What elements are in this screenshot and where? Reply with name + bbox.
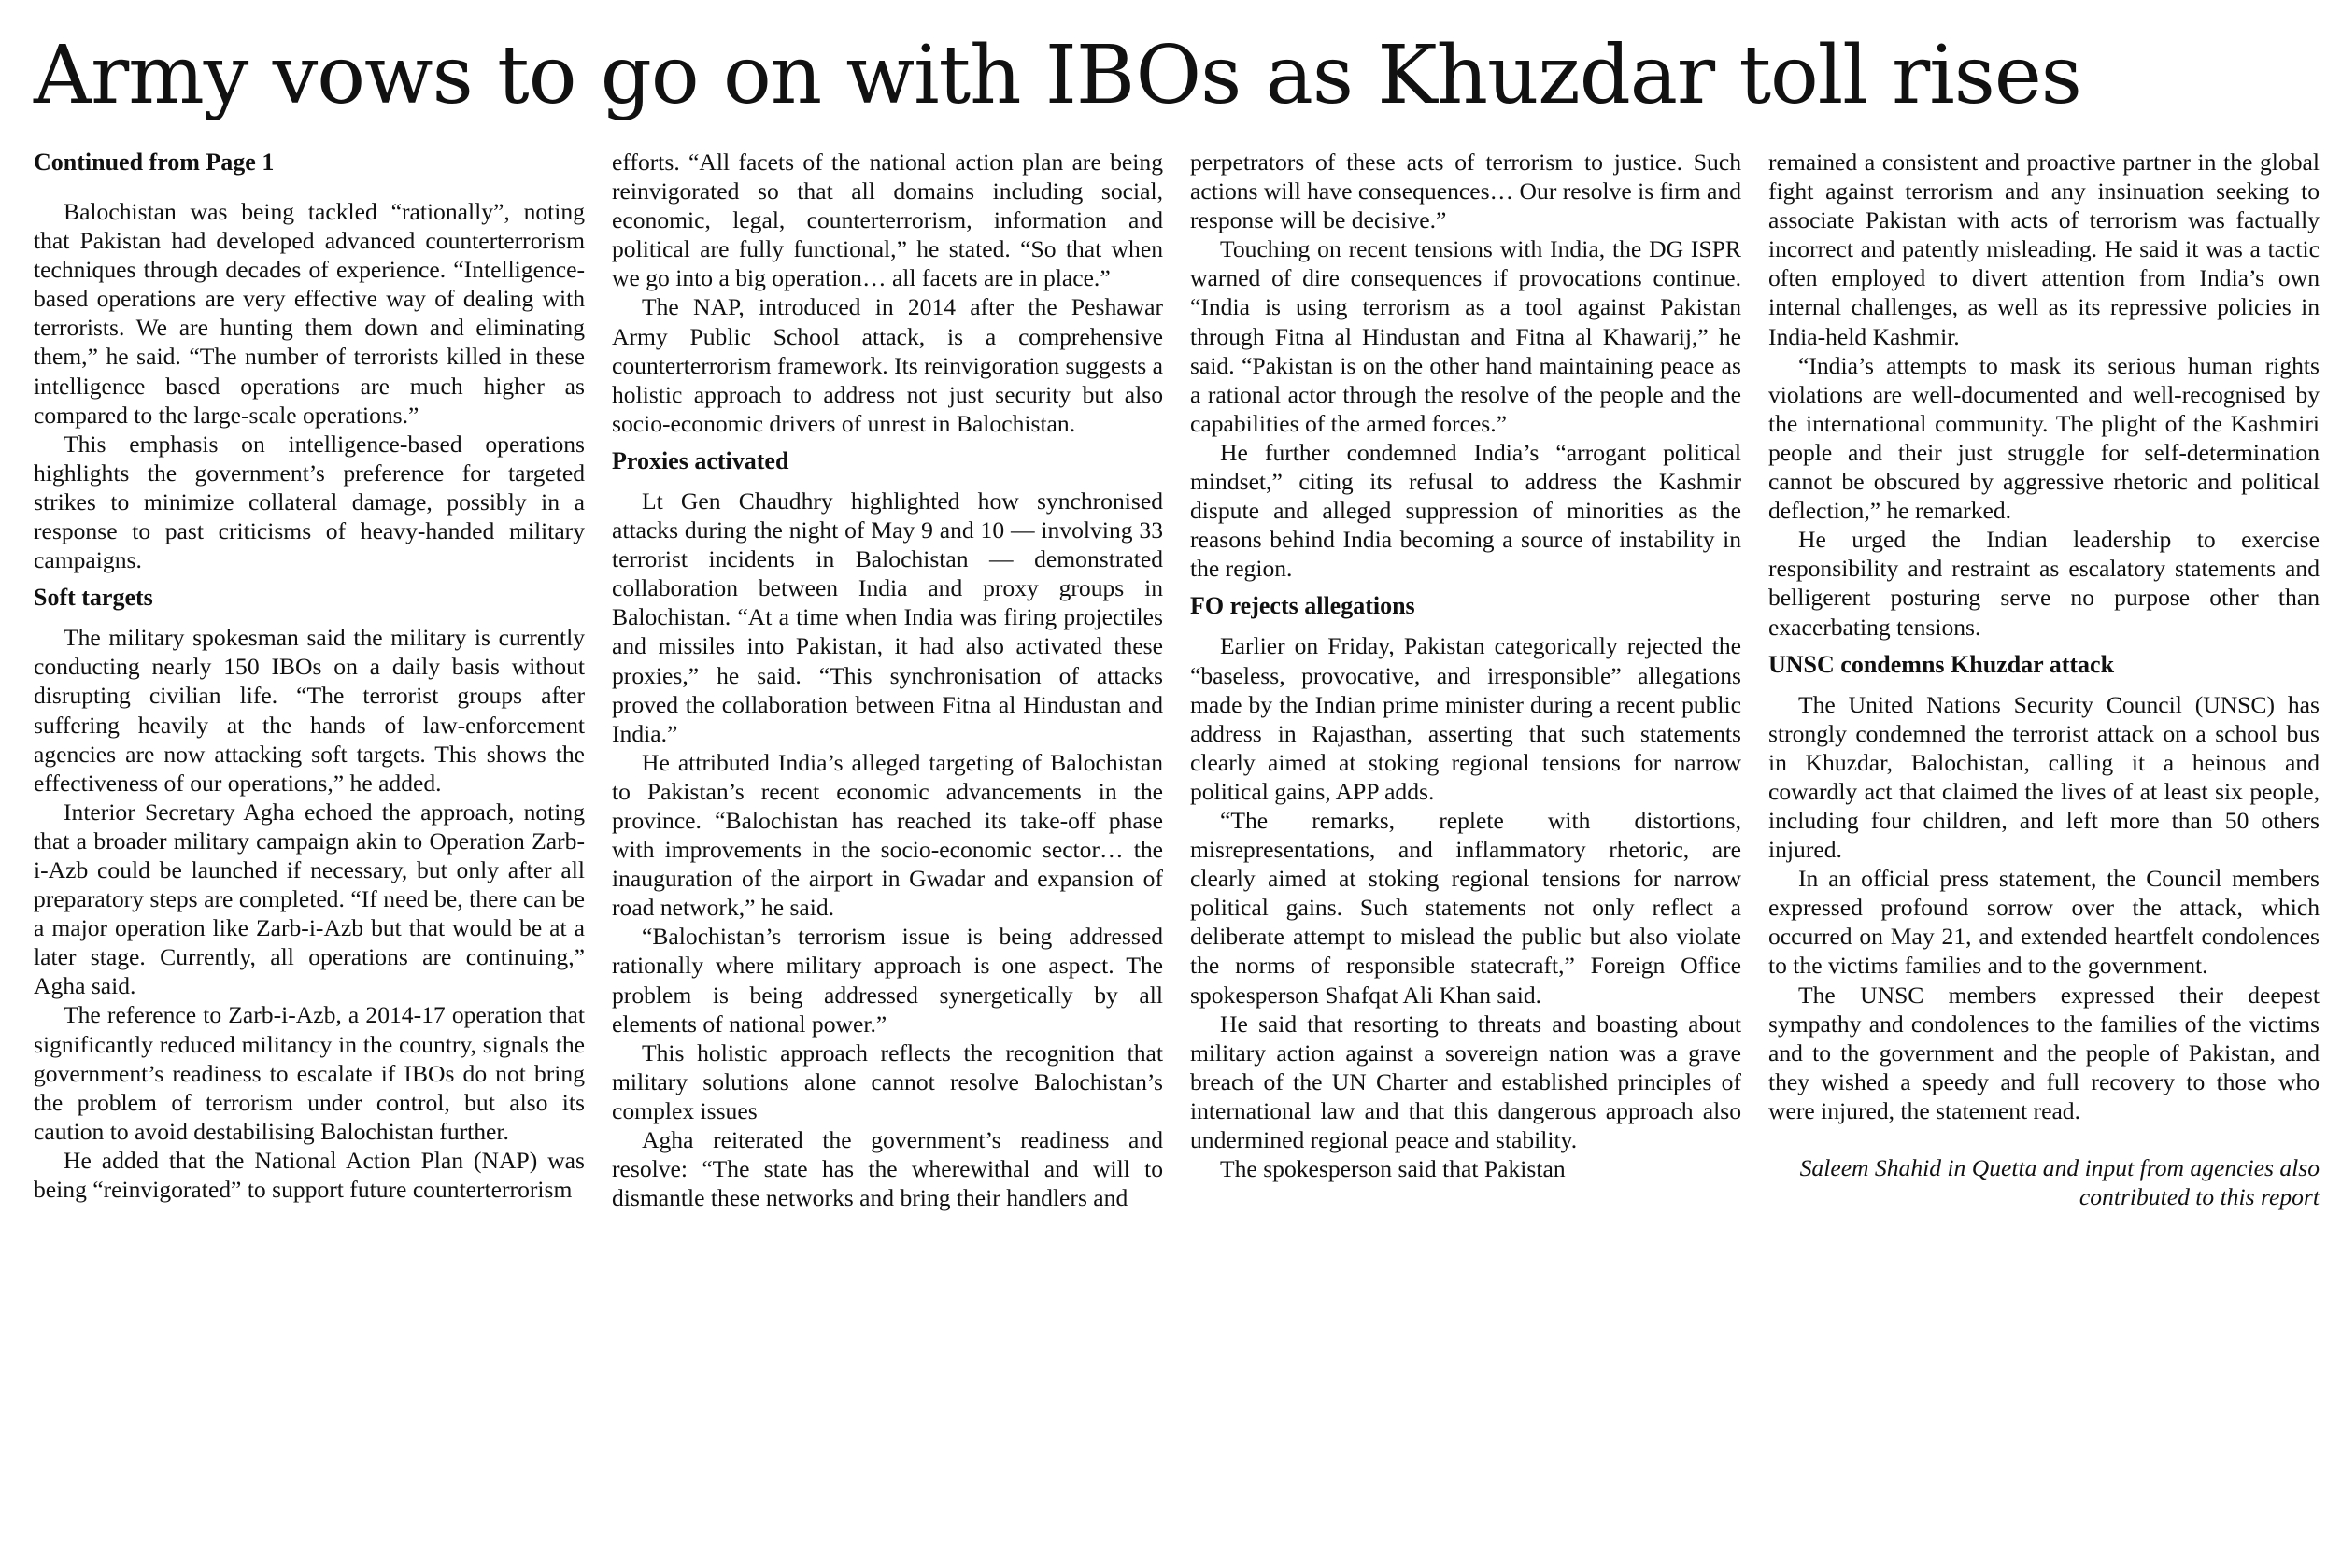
section-subhead: FO rejects allegations: [1190, 592, 1415, 620]
article-paragraph: “The remarks, replete with distortions, misrepresentations, and inflammatory rhetoric, are clearly aimed at stoking regional tensions for narrow political gains. Such statements not only reflect a deliberate attempt to mislead the public but also violate the norms of responsible statecraft,” Foreign Office spokesperson Shafqat Ali Khan said.: [1190, 806, 1741, 1009]
article-paragraph: The reference to Zarb-i-Azb, a 2014-17 operation that significantly reduced militancy in the country, signals the government’s readiness to escalate if IBOs do not bring the problem of terrorism under control, but also its caution to avoid destabilising Balochistan further.: [34, 1001, 585, 1145]
article-paragraph: efforts. “All facets of the national action plan are being reinvigorated so that all domains including social, economic, legal, counterterrorism, information and political are fully functional,” he stated. “So that when we go into a big operation… all facets are in place.”: [612, 148, 1163, 292]
section-subhead: Proxies activated: [612, 446, 789, 474]
article-paragraph: Interior Secretary Agha echoed the approach, noting that a broader military campaign akin to Operation Zarb-i-Azb could be launched if necessary, but only after all preparatory steps are completed. “If need be, there can be a major operation like Zarb-i-Azb but that would be at a later stage. Currently, all operations are continuing,” Agha said.: [34, 798, 585, 1000]
article-paragraph: “Balochistan’s terrorism issue is being addressed rationally where military approach is one aspect. The problem is being addressed synergetically by all elements of national power.”: [612, 923, 1163, 1038]
article-paragraph: perpetrators of these acts of terrorism to justice. Such actions will have consequences… Our resolve is firm and response will be decisive.”: [1190, 148, 1741, 234]
article-paragraph: He added that the National Action Plan (NAP) was being “reinvigorated” to support future counterterrorism: [34, 1146, 585, 1203]
article-paragraph: This holistic approach reflects the recognition that military solutions alone cannot resolve Balochistan’s complex issues: [612, 1038, 1163, 1124]
article-paragraph: “India’s attempts to mask its serious human rights violations are well-documented and well-recognised by the international community. The plight of the Kashmiri people and their just struggle for self-determination cannot be obscured by aggressive rhetoric and political deflection,” he remarked.: [1768, 351, 2320, 525]
article-paragraph: Balochistan was being tackled “rationally”, noting that Pakistan had developed advanced counterterrorism techniques through decades of experience. “Intelligence-based operations are very effective way of dealing with terrorists. We are hunting them down and eliminating them,” he said. “The number of terrorists killed in these intelligence based operations are much higher as compared to the large-scale operations.”: [34, 198, 585, 429]
article-column-4: [1768, 148, 2320, 1553]
article-paragraph: Agha reiterated the government’s readiness and resolve: “The state has the wherewithal and will to dismantle these networks and bring their handlers and: [612, 1126, 1163, 1212]
article-paragraph: In an official press statement, the Council members expressed profound sorrow over the attack, which occurred on May 21, and extended heartfelt condolences to the victims families and to the government.: [1768, 865, 2320, 980]
article-paragraph: Lt Gen Chaudhry highlighted how synchronised attacks during the night of May 9 and 10 — involving 33 terrorist incidents in Balochistan — demonstrated collaboration between India and proxy groups in Balochistan. “At a time when India was firing projectiles and missiles into Pakistan, it had also activated these proxies,” he said. “This synchronisation of attacks proved the collaboration between Fitna al Hindustan and India.”: [612, 487, 1163, 747]
article-paragraph: The NAP, introduced in 2014 after the Peshawar Army Public School attack, is a comprehensive counterterrorism framework. Its reinvigoration suggests a holistic approach to address not just security but also socio-economic drivers of unrest in Balochistan.: [612, 293, 1163, 437]
article-paragraph: He further condemned India’s “arrogant political mindset,” citing its refusal to address the Kashmir dispute and alleged suppression of minorities as the reasons behind India becoming a source of instability in the region.: [1190, 438, 1741, 583]
byline-credit: Saleem Shahid in Quetta and input from agencies also contributed to this report: [1799, 1154, 2320, 1211]
article-paragraph: Earlier on Friday, Pakistan categorically rejected the “baseless, provocative, and irresponsible” allegations made by the Indian prime minister during a recent public address in Rajasthan, asserting that such statements clearly aimed at stoking regional tensions for narrow political gains, APP adds.: [1190, 632, 1741, 805]
section-subhead: Soft targets: [34, 584, 153, 612]
article-paragraph: He attributed India’s alleged targeting of Balochistan to Pakistan’s recent economic advancements in the province. “Balochistan has reached its take-off phase with improvements in the socio-economic sector… the inauguration of the airport in Gwadar and expansion of road network,” he said.: [612, 748, 1163, 922]
article-paragraph: The UNSC members expressed their deepest sympathy and condolences to the families of the victims and to the government and the people of Pakistan, and they wished a speedy and full recovery to those who were injured, the statement read.: [1768, 981, 2320, 1124]
section-subhead: UNSC condemns Khuzdar attack: [1768, 650, 2115, 678]
article-paragraph: The military spokesman said the military is currently conducting nearly 150 IBOs on a daily basis without disrupting civilian life. “The terrorist groups after suffering heavily at the hands of law-enforcement agencies are now attacking soft targets. This shows the effectiveness of our operations,” he added.: [34, 624, 585, 797]
article-paragraph: The United Nations Security Council (UNSC) has strongly condemned the terrorist attack on a school bus in Khuzdar, Balochistan, calling it a heinous and cowardly act that claimed the lives of at least six people, including four children, and left more than 50 others injured.: [1768, 690, 2320, 864]
section-subhead: Continued from Page 1: [34, 148, 275, 176]
article-column-1: [34, 148, 585, 1553]
article-paragraph: He urged the Indian leadership to exercise responsibility and restraint as escalatory statements and belligerent posturing serve no purpose other than exacerbating tensions.: [1768, 526, 2320, 641]
article-column-2: [612, 148, 1163, 1553]
headline: Army vows to go on with IBOs as Khuzdar toll rises: [34, 29, 2081, 122]
article-paragraph: This emphasis on intelligence-based operations highlights the government’s preference for targeted strikes to minimize collateral damage, possibly in a response to past criticisms of heavy-handed military campaigns.: [34, 430, 585, 574]
article-paragraph: The spokesperson said that Pakistan: [1220, 1155, 1566, 1183]
article-column-3: [1190, 148, 1741, 1553]
article-paragraph: Touching on recent tensions with India, the DG ISPR warned of dire consequences if provocations continue. “India is using terrorism as a tool against Pakistan through Fitna al Hindustan and Fitna al Khawarij,” he said. “Pakistan is on the other hand maintaining peace as a rational actor through the resolve of the people and the capabilities of the armed forces.”: [1190, 235, 1741, 437]
article-paragraph: He said that resorting to threats and boasting about military action against a sovereign nation was a grave breach of the UN Charter and established principles of international law and that this dangerous approach also undermined regional peace and stability.: [1190, 1010, 1741, 1153]
article-paragraph: remained a consistent and proactive partner in the global fight against terrorism and any insinuation seeking to associate Pakistan with acts of terrorism was factually incorrect and patently misleading. He said it was a tactic often employed to divert attention from India’s own internal challenges, as well as its repressive policies in India-held Kashmir.: [1768, 148, 2320, 350]
